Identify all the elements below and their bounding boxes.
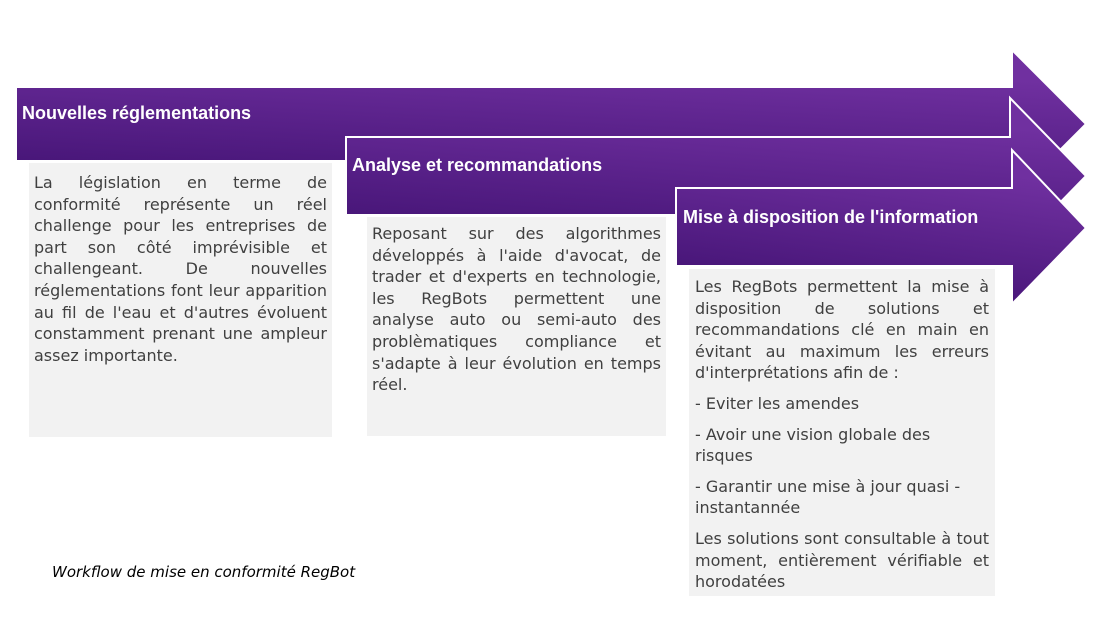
step-1-description [29,163,332,437]
step-2-paragraph: Reposant sur des algorithmes développés à l'aide d'avocat, de trader et d'experts en technologie, les RegBots permettent une analyse auto ou semi-auto des problèmatiques compliance et s'adapte à leur évolution en temps réel. [372,224,661,395]
step-1-title: Nouvelles réglementations [22,103,252,123]
step-3-description [689,269,995,596]
diagram-caption: Workflow de mise en conformité RegBot [52,563,356,581]
step-3-bullet-amendes: - Eviter les amendes [695,393,860,413]
step-3-title: Mise à disposition de l'information [683,207,979,227]
step-2-title: Analyse et recommandations [352,155,603,175]
step-3-conclusion: Les solutions sont consultable à tout moment, entièrement vérifiable et horodatées [695,528,989,592]
step-3-bullet-mise-a-jour: - Garantir une mise à jour quasi - instantannée [695,476,961,518]
step-3-bullet-vision: - Avoir une vision globale des risques [695,424,931,466]
step-2-description [367,217,666,436]
step-3-intro: Les RegBots permettent la mise à disposition de solutions et recommandations clé en main en évitant au maximum les erreurs d'interprétations afin de : [695,277,989,383]
step-1-paragraph: La législation en terme de conformité représente un réel challenge pour les entreprises de part son côté imprévisible et challengeant. De nouvelles réglementations font leur apparition au fil de l'eau et d'autres évoluent constamment prenant une ampleur assez importante. [34,173,327,365]
